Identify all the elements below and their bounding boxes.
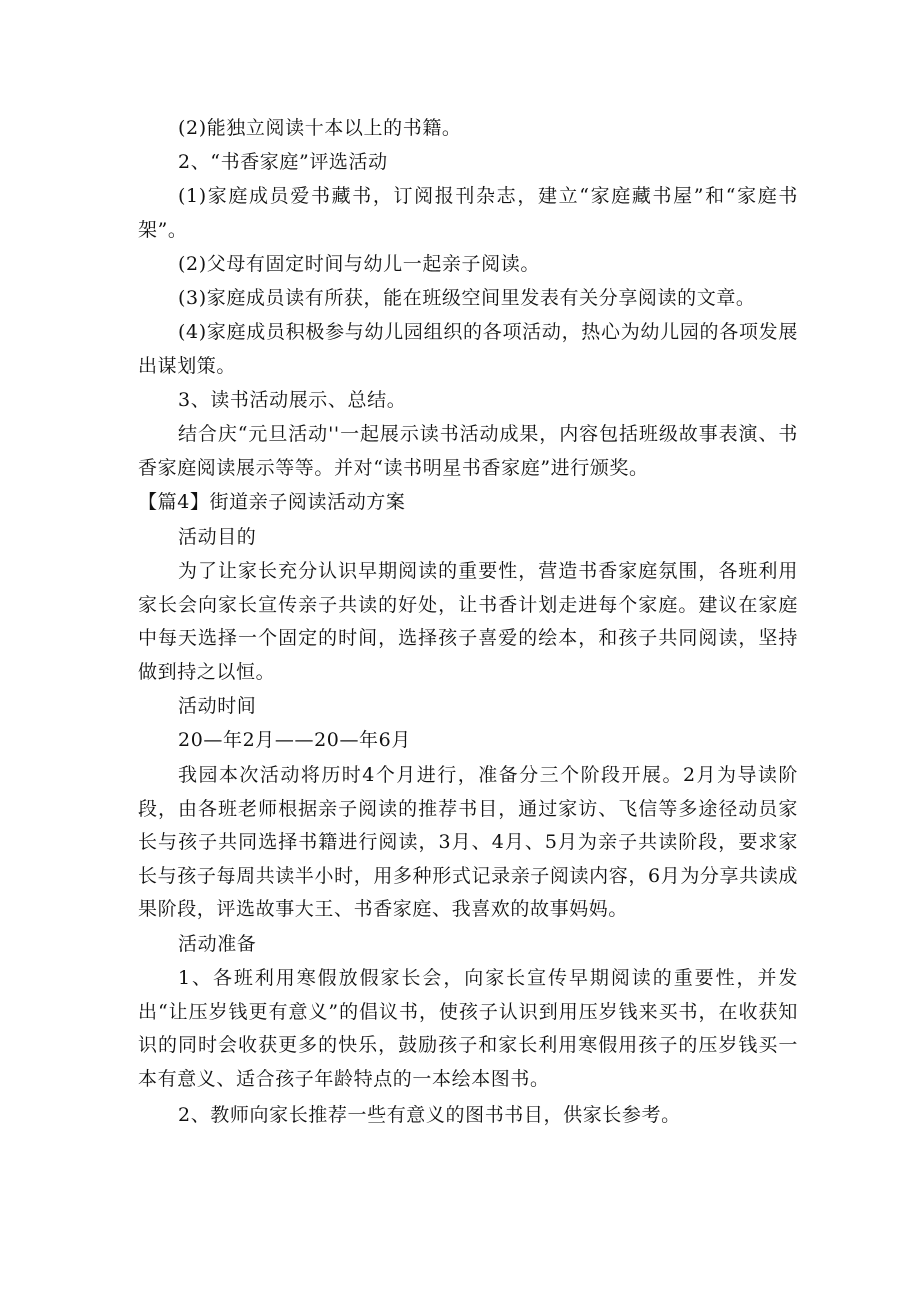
paragraph: 1、各班利用寒假放假家长会，向家长宣传早期阅读的重要性，并发出“让压岁钱更有意义”的倡议书，使孩子认识到用压岁钱来买书，在收获知识的同时会收获更多的快乐，鼓励孩子和家长利用寒假用孩子的压岁钱买一本有意义、适合孩子年龄特点的一本绘本图书。 bbox=[138, 967, 798, 1090]
section-heading: 3、读书活动展示、总结。 bbox=[178, 389, 407, 411]
paragraph: (1)家庭成员爱书藏书，订阅报刊杂志，建立“家庭藏书屋”和“家庭书架”。 bbox=[138, 185, 798, 241]
article-title: 【篇4】街道亲子阅读活动方案 bbox=[138, 491, 406, 513]
paragraph: 2、教师向家长推荐一些有意义的图书书目，供家长参考。 bbox=[178, 1104, 681, 1126]
paragraph: 我园本次活动将历时4个月进行，准备分三个阶段开展。2月为导读阶段，由各班老师根据亲子阅读的推荐书目，通过家访、飞信等多途径动员家长与孩子共同选择书籍进行阅读，3月、4月、5月为亲子共读阶段，要求家长与孩子每周共读半小时，用多种形式记录亲子阅读内容，6月为分享共读成果阶段，评选故事大王、书香家庭、我喜欢的故事妈妈。 bbox=[138, 764, 798, 920]
paragraph: 为了让家长充分认识早期阅读的重要性，营造书香家庭氛围，各班利用家长会向家长宣传亲子共读的好处，让书香计划走进每个家庭。建议在家庭中每天选择一个固定的时间，选择孩子喜爱的绘本，和孩子共同阅读，坚持做到持之以恒。 bbox=[138, 560, 798, 683]
section-heading: 活动时间 bbox=[178, 695, 257, 717]
paragraph: (3)家庭成员读有所获，能在班级空间里发表有关分享阅读的文章。 bbox=[178, 287, 756, 309]
section-heading: 2、“书香家庭”评选活动 bbox=[178, 151, 388, 173]
section-heading: 活动目的 bbox=[178, 526, 257, 548]
section-heading: 活动准备 bbox=[178, 933, 257, 955]
paragraph: (2)能独立阅读十本以上的书籍。 bbox=[178, 117, 462, 139]
paragraph: 结合庆“元旦活动''一起展示读书活动成果，内容包括班级故事表演、书香家庭阅读展示等等。并对“读书明星书香家庭”进行颁奖。 bbox=[138, 423, 798, 479]
paragraph: (2)父母有固定时间与幼儿一起亲子阅读。 bbox=[178, 253, 540, 275]
paragraph: (4)家庭成员积极参与幼儿园组织的各项活动，热心为幼儿园的各项发展出谋划策。 bbox=[138, 321, 798, 377]
date-range: 20—年2月——20—年6月 bbox=[178, 729, 411, 751]
